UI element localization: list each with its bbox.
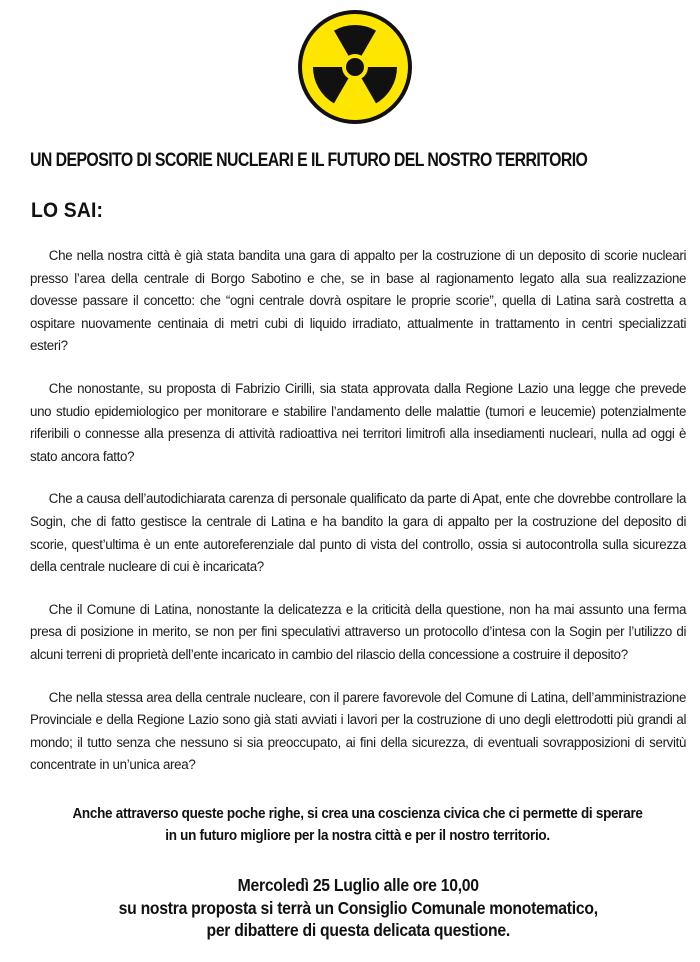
- radiation-trefoil-icon: [295, 7, 415, 127]
- paragraph: Che nella stessa area della centrale nucleare, con il parere favorevole del Comune di Latina, dell’amministrazione Provinciale e della Regione Lazio sono già stati avviati i lavori per la costruzione di uno degli elettrodotti più grandi al mondo; il tutto senza che nessuno si sia preoccupato, ai fini della sicurezza, di eventuali sovrapposizioni di servitù concentrate in un’unica area?: [30, 689, 687, 774]
- section-subtitle: LO SAI:: [31, 199, 104, 222]
- logo-hub: [346, 58, 364, 76]
- paragraph: Che il Comune di Latina, nonostante la delicatezza e la criticità della questione, non ha mai assunto una ferma presa di posizione in merito, se non per fini speculativi attraverso un protocollo d’intesa con la Sogin per l’utilizzo di alcuni terreni di proprietà dell’ente incaricato in cambio del rilascio della concessione a costruire il deposito?: [30, 601, 687, 663]
- headline-container: [30, 148, 686, 174]
- paragraph: Che nonostante, su proposta di Fabrizio Cirilli, sia stata approvata dalla Regione Lazio una legge che prevede uno studio epidemiologico per monitorare e stabilire l’andamento delle malattie (tumori e leucemie) potenzialmente riferibili o connesse alla presenza di attività radioattiva nei territori limitrofi alla insediamenti nucleari, nulla ad oggi è stato ancora fatto?: [30, 380, 687, 465]
- announcement-inner: [118, 874, 597, 942]
- paragraph: Che a causa dell’autodichiarata carenza di personale qualificato da parte di Apat, ente che dovrebbe controllare la Sogin, che di fatto gestisce la centrale di Latina e ha bandito la gara di appalto per la costruzione del deposito di scorie, quest’ultima è un ente autoreferenziale dal punto di vista del controllo, ossia si autocontrolla sulla sicurezza della centrale nucleare di cui è incaricata?: [30, 491, 687, 576]
- page-title: UN DEPOSITO DI SCORIE NUCLEARI E IL FUTURO DEL NOSTRO TERRITORIO: [30, 150, 588, 171]
- meeting-announcement: [30, 874, 686, 942]
- announcement-date: Mercoledì 25 Luglio alle ore 10,00: [237, 875, 479, 895]
- closing-line: Anche attraverso queste poche righe, si crea una coscienza civica che ci permette di sperare: [72, 806, 644, 822]
- body-text: [30, 245, 686, 797]
- paragraph: Che nella nostra città è già stata bandita una gara di appalto per la costruzione di un deposito di scorie nucleari presso l’area della centrale di Borgo Sabotino e che, se in base al ragionamento legato alla sua realizzazione dovesse passare il concetto: che “ogni centrale dovrà ospitare le proprie scorie”, quella di Latina sarà costretta a ospitare nuovamente centinaia di metri cubi di liquido irradiato, attualmente in trattamento in centri specializzati esteri?: [30, 248, 687, 355]
- closing-inner: [73, 803, 643, 847]
- paragraphs-container: [30, 245, 686, 777]
- announcement-line: per dibattere di questa delicata questione.: [206, 920, 510, 940]
- closing-line: in un futuro migliore per la nostra città e per il nostro territorio.: [165, 828, 551, 844]
- announcement-line: su nostra proposta si terrà un Consiglio Comunale monotematico,: [118, 897, 598, 918]
- closing-statement: [30, 803, 686, 847]
